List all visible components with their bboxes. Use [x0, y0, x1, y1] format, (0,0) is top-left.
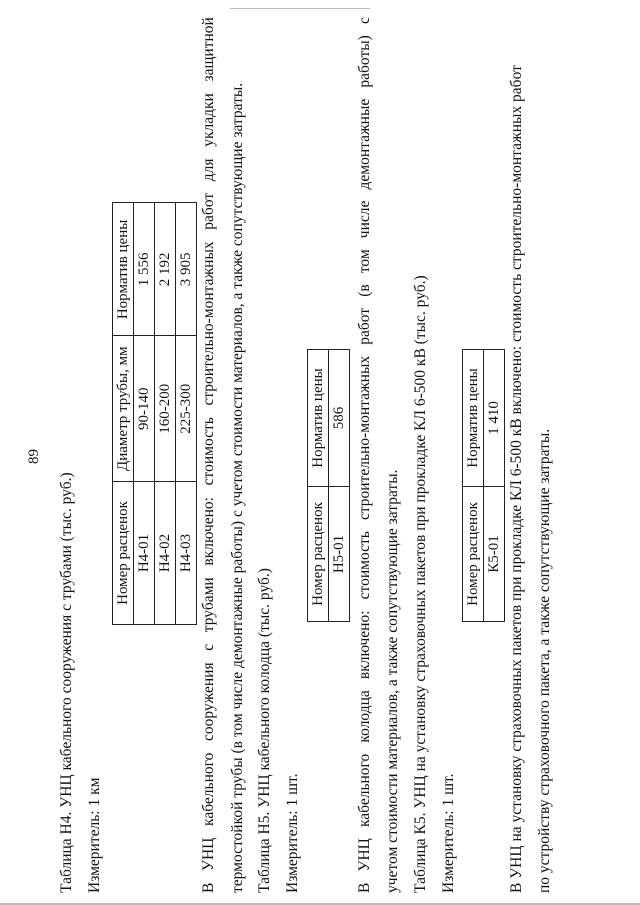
note-word: укладки	[200, 93, 217, 147]
note-word: стоимость	[200, 417, 217, 486]
note-word: трубами	[200, 577, 217, 633]
note-word: с	[200, 643, 217, 651]
note-word: УНЦ	[356, 838, 373, 872]
k5-header-cell: Норматив цены	[463, 350, 484, 487]
h4-unit: Измеритель: 1 км	[86, 777, 103, 893]
table-cell: 1 556	[134, 203, 155, 336]
note-word: включено:	[200, 497, 217, 566]
table-cell: Н4-01	[134, 482, 155, 625]
table-cell: Н5-01	[329, 487, 350, 622]
note-word: защитной	[200, 17, 217, 82]
table-row	[134, 203, 155, 625]
table-cell: 1 410	[484, 350, 505, 487]
note-word: стоимость	[356, 531, 373, 600]
note-word: кабельного	[200, 752, 217, 826]
note-word: работ	[356, 307, 373, 345]
table-cell: 225-300	[176, 336, 197, 482]
table-cell: 3 905	[176, 203, 197, 336]
h5-caption: Таблица Н5. УНЦ кабельного колодца (тыс. руб.)	[256, 568, 273, 893]
table-cell: К5-01	[484, 487, 505, 622]
table-cell: Н4-03	[176, 482, 197, 625]
k5-header-row	[463, 350, 484, 622]
note-word: УНЦ	[200, 837, 217, 871]
h5-header-cell: Норматив цены	[308, 350, 329, 487]
k5-note-line-1: В УНЦ на установку страховочных пакетов при прокладке КЛ 6-500 кВ включено: стоимость строительно-монтажных работ	[508, 65, 525, 893]
k5-table	[462, 349, 505, 622]
note-word: (в	[356, 284, 373, 297]
note-word: демонтажные	[356, 98, 373, 190]
k5-unit: Измеритель: 1 шт.	[440, 773, 457, 893]
h4-header-row	[113, 203, 134, 625]
h4-header-cell: Норматив цены	[113, 203, 134, 336]
note-word: кабельного	[356, 753, 373, 828]
page-number: 89	[26, 449, 42, 464]
h5-note-line-2: учетом стоимости материалов, а также сопутствующие затраты.	[384, 469, 401, 893]
note-word: включено:	[356, 610, 373, 680]
note-word: том	[356, 249, 373, 274]
note-word: работ	[200, 192, 217, 230]
h4-caption: Таблица Н4. УНЦ кабельного сооружения с трубами (тыс. руб.)	[58, 472, 75, 893]
note-word: строительно-монтажных	[200, 241, 217, 406]
table-cell: Н4-02	[155, 482, 176, 625]
k5-note-line-2: по устройству страховочного пакета, а также сопутствующие затраты.	[536, 428, 553, 893]
table-row	[176, 203, 197, 625]
h5-note-line-1	[356, 17, 374, 893]
table-cell: 160-200	[155, 336, 176, 482]
h4-header-cell: Номер расценок	[113, 482, 134, 625]
h4-table	[112, 202, 197, 625]
h5-header-cell: Номер расценок	[308, 487, 329, 622]
h5-header-row	[308, 350, 329, 622]
note-word: В	[200, 882, 217, 893]
k5-caption: Таблица К5. УНЦ на установку страховочных пакетов при прокладке КЛ 6-500 кВ (тыс. руб.)	[412, 275, 429, 893]
note-word: колодца	[356, 690, 373, 743]
note-word: работы)	[356, 35, 373, 88]
h4-note-line-1	[200, 17, 218, 893]
note-word: для	[200, 158, 217, 182]
table-cell: 2 192	[155, 203, 176, 336]
note-word: с	[356, 17, 373, 25]
note-word: строительно-монтажных	[356, 355, 373, 521]
h4-header-cell: Диаметр трубы, мм	[113, 336, 134, 482]
table-cell: 90-140	[134, 336, 155, 482]
table-cell: 586	[329, 350, 350, 487]
note-word: В	[356, 882, 373, 893]
table-row	[329, 350, 350, 622]
note-word: сооружения	[200, 662, 217, 741]
h5-table	[307, 349, 350, 622]
h5-unit: Измеритель: 1 шт.	[284, 773, 301, 893]
table-row	[484, 350, 505, 622]
h4-note-line-2: термостойкой трубы (в том числе демонтажные работы) с учетом стоимости материалов, а также сопутствующие затраты.	[229, 82, 246, 893]
k5-header-cell: Номер расценок	[463, 487, 484, 622]
table-row	[155, 203, 176, 625]
note-word: числе	[356, 200, 373, 239]
